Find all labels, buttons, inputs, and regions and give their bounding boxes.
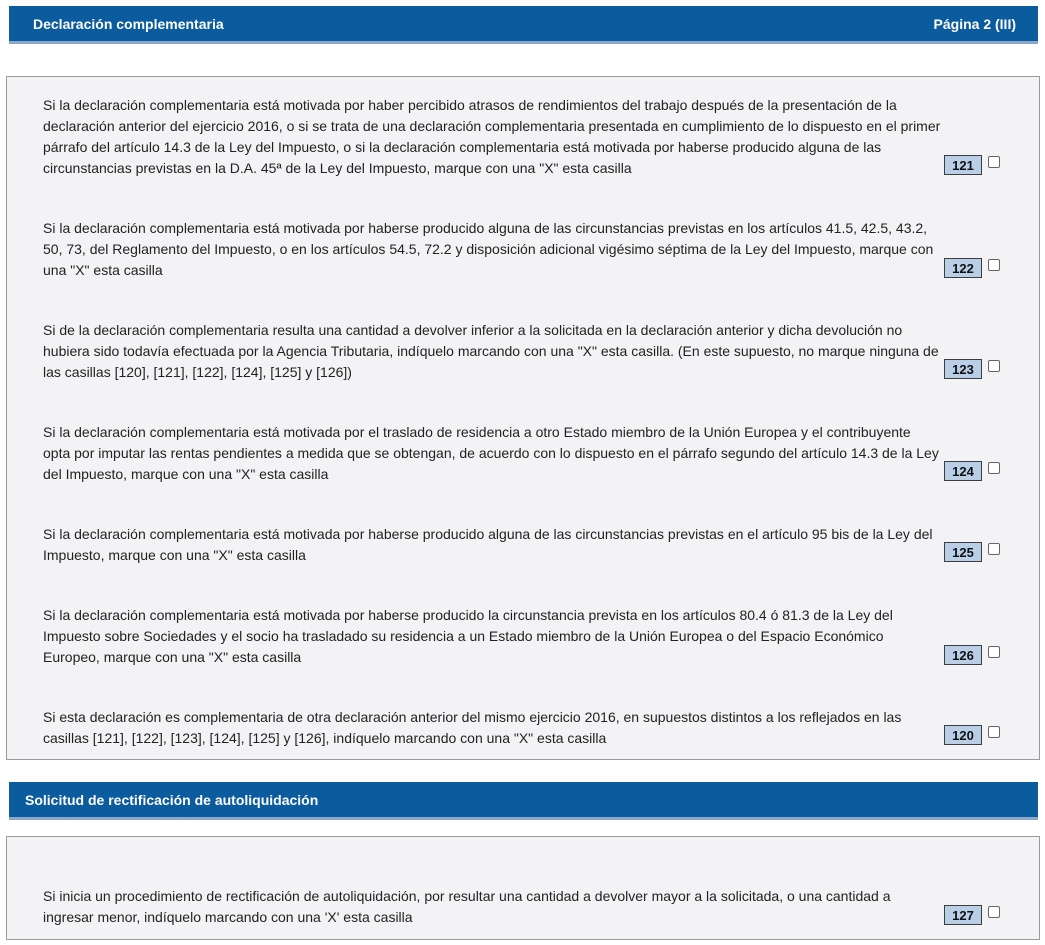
complementaria-text-124: Si la declaración complementaria está motivada por el traslado de residencia a otro Estado miembro de la Unión Europea y el contribuyente opta por imputar las rentas pendientes a medida que se obtengan, de acuerdo con lo dispuesto en el párrafo segundo del artículo 14.3 de la Ley del Impuesto, marque con una "X" esta casilla xyxy=(43,424,939,482)
casilla-125-checkbox[interactable] xyxy=(988,543,1000,555)
casilla-123-label: 123 xyxy=(944,359,982,379)
casilla-120-label: 120 xyxy=(944,725,982,745)
casilla-121-checkbox[interactable] xyxy=(988,156,1000,168)
casilla-125-label: 125 xyxy=(944,542,982,562)
section-header-rectificacion xyxy=(9,782,1038,820)
casilla-127-label: 127 xyxy=(944,905,982,925)
casilla-124-label: 124 xyxy=(944,461,982,481)
complementaria-text-121: Si la declaración complementaria está motivada por haber percibido atrasos de rendimientos del trabajo después de la presentación de la declaración anterior del ejercicio 2016, o si se trata de una declaración complementaria presentada en cumplimiento de lo dispuesto en el primer párrafo del artículo 14.3 de la Ley del Impuesto, o si la declaración complementaria está motivada por haberse producido alguna de las circunstancias previstas en la D.A. 45ª de la Ley del Impuesto, marque con una "X" esta casilla xyxy=(43,97,941,176)
complementaria-text-122: Si la declaración complementaria está motivada por haberse producido alguna de las circunstancias previstas en los artículos 41.5, 42.5, 43.2, 50, 73, del Reglamento del Impuesto, o en los artículos 54.5, 72.2 y disposición adicional vigésimo séptima de la Ley del Impuesto, marque con una "X" esta casilla xyxy=(43,220,934,278)
section-title: Solicitud de rectificación de autoliquidación xyxy=(25,792,319,808)
complementaria-text-123: Si de la declaración complementaria resulta una cantidad a devolver inferior a la solicitada en la declaración anterior y dicha devolución no hubiera sido todavía efectuada por la Agencia Tributaria, indíquelo marcando con una "X" esta casilla. (En este supuesto, no marque ninguna de las casillas [120], [121], [122], [124], [125] y [126]) xyxy=(43,322,939,380)
casilla-124-checkbox[interactable] xyxy=(988,462,1000,474)
complementaria-text-120: Si esta declaración es complementaria de otra declaración anterior del mismo ejercicio 2016, en supuestos distintos a los reflejados en las casillas [121], [122], [123], [124], [125] y [126], indíquelo marcando con una "X" esta casilla xyxy=(43,709,902,746)
casilla-127-checkbox[interactable] xyxy=(988,906,1000,918)
casilla-122-checkbox[interactable] xyxy=(988,259,1000,271)
complementaria-text-126: Si la declaración complementaria está motivada por haberse producido la circunstancia prevista en los artículos 80.4 ó 81.3 de la Ley del Impuesto sobre Sociedades y el socio ha trasladado su residencia a un Estado miembro de la Unión Europea o del Espacio Económico Europeo, marque con una "X" esta casilla xyxy=(43,607,893,665)
section-header-complementaria xyxy=(9,6,1038,44)
section-title: Declaración complementaria xyxy=(33,16,224,32)
complementaria-text-125: Si la declaración complementaria está motivada por haberse producido alguna de las circunstancias previstas en el artículo 95 bis de la Ley del Impuesto, marque con una "X" esta casilla xyxy=(43,526,933,563)
casilla-126-label: 126 xyxy=(944,645,982,665)
casilla-121-label: 121 xyxy=(944,155,982,175)
casilla-120-checkbox[interactable] xyxy=(988,726,1000,738)
casilla-122-label: 122 xyxy=(944,258,982,278)
rectificacion-text-127: Si inicia un procedimiento de rectificación de autoliquidación, por resultar una cantidad a devolver mayor a la solicitada, o una cantidad a ingresar menor, indíquelo marcando con una 'X' esta casilla xyxy=(43,888,891,925)
casilla-126-checkbox[interactable] xyxy=(988,646,1000,658)
page-indicator: Página 2 (III) xyxy=(933,16,1016,32)
casilla-123-checkbox[interactable] xyxy=(988,360,1000,372)
